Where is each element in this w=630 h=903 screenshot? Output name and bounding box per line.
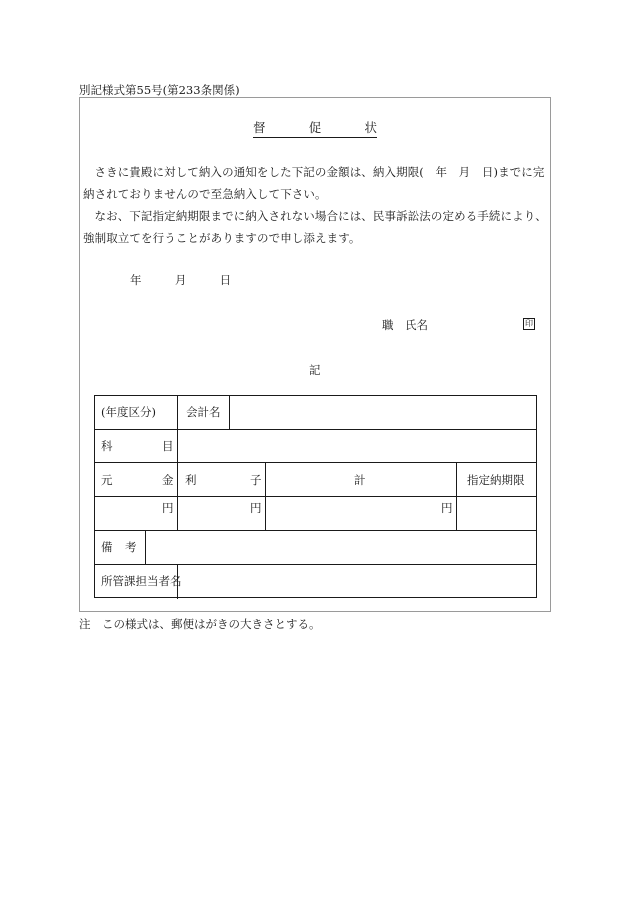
billing-table — [94, 395, 537, 598]
table-rule — [177, 429, 178, 462]
title-char-2: 促 — [308, 120, 322, 135]
table-rule — [145, 530, 146, 564]
table-rule — [456, 462, 457, 530]
format-note: 注 この様式は、郵便はがきの大きさとする。 — [79, 617, 321, 631]
staff-name-label: 所管課担当者名 — [101, 574, 182, 588]
item-label-char-1: 科 — [101, 439, 113, 453]
notice-paragraph-2: なお、下記指定納期限までに納入されない場合には、民事訴訟法の定める手続により、強制取立てを行うことがありますので申し添えます。 — [83, 209, 547, 245]
date-month: 月 — [174, 273, 187, 287]
table-rule — [229, 396, 230, 429]
item-label-char-2: 目 — [162, 439, 174, 453]
table-rule — [95, 564, 536, 565]
official-name-label: 職 氏名 — [382, 318, 428, 332]
total-yen-unit: 円 — [441, 501, 453, 515]
remarks-label-char-2: 考 — [125, 540, 137, 554]
table-rule — [95, 530, 536, 531]
deadline-label: 指定納期限 — [467, 473, 525, 487]
table-rule — [95, 429, 536, 430]
notice-paragraph-1: さきに貴殿に対して納入の通知をした下記の金額は、納入期限( 年 月 日)までに完納されておりませんので至急納入して下さい。 — [83, 165, 545, 201]
interest-yen-unit: 円 — [250, 501, 262, 515]
principal-label-char-1: 元 — [101, 473, 113, 487]
principal-label-char-2: 金 — [162, 473, 174, 487]
ki-heading: 記 — [309, 363, 321, 377]
date-day: 日 — [219, 273, 232, 287]
title-char-1: 督 — [253, 120, 266, 135]
principal-yen-unit: 円 — [162, 501, 174, 515]
title-char-3: 状 — [364, 120, 377, 135]
date-year: 年 — [130, 273, 142, 287]
table-rule — [177, 396, 178, 429]
form-number-header: 別記様式第55号(第233条関係) — [79, 83, 240, 97]
table-rule — [95, 462, 536, 463]
table-rule — [265, 462, 266, 530]
table-rule — [177, 462, 178, 530]
issue-date — [130, 272, 231, 288]
fiscal-year-label: (年度区分) — [101, 405, 156, 419]
total-label: 計 — [354, 473, 366, 487]
account-name-label: 会計名 — [186, 405, 221, 419]
document-title — [253, 120, 377, 138]
interest-label-char-2: 子 — [250, 473, 262, 487]
interest-label-char-1: 利 — [185, 473, 197, 487]
seal-mark: 印 — [525, 319, 533, 328]
remarks-label-char-1: 備 — [101, 540, 113, 554]
table-rule — [95, 496, 536, 497]
